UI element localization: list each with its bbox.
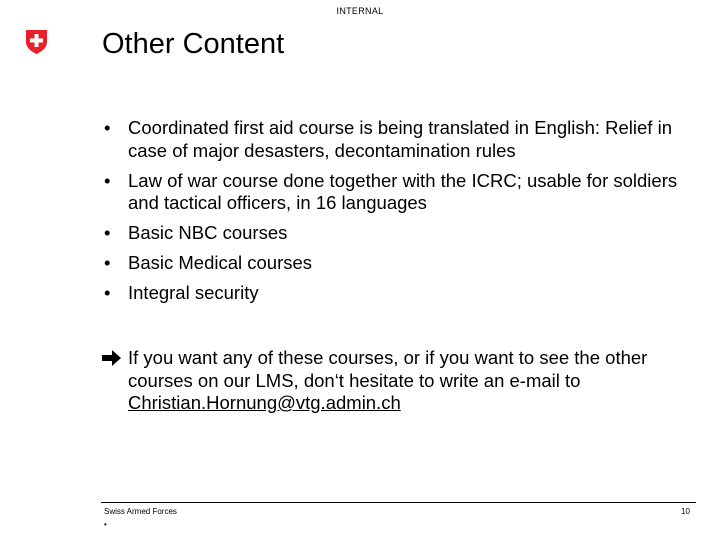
bullet-item: • Basic Medical courses	[101, 252, 701, 275]
contact-callout	[101, 347, 701, 415]
footer-organization: Swiss Armed Forces	[104, 507, 177, 516]
classification-label: INTERNAL	[336, 6, 384, 16]
slide-title: Other Content	[102, 28, 285, 60]
swiss-cross-shield-icon	[26, 30, 47, 54]
bullet-item: • Coordinated first aid course is being translated in English: Relief in case of major desasters, decontamination rules	[101, 117, 701, 162]
footer-mark: •	[104, 520, 107, 529]
email-link[interactable]: Christian.Hornung@vtg.admin.ch	[128, 392, 401, 413]
page-number: 10	[681, 507, 690, 516]
bullet-item: • Integral security	[101, 282, 701, 305]
callout-text: If you want any of these courses, or if you want to see the other courses on our LMS, don‘t hesitate to write an e-mail to	[128, 347, 648, 391]
bullet-list	[101, 117, 701, 312]
bullet-item: • Law of war course done together with the ICRC; usable for soldiers and tactical officers, in 16 languages	[101, 170, 701, 215]
arrow-right-icon	[101, 347, 123, 369]
bullet-item: • Basic NBC courses	[101, 222, 701, 245]
footer-divider	[101, 502, 696, 503]
